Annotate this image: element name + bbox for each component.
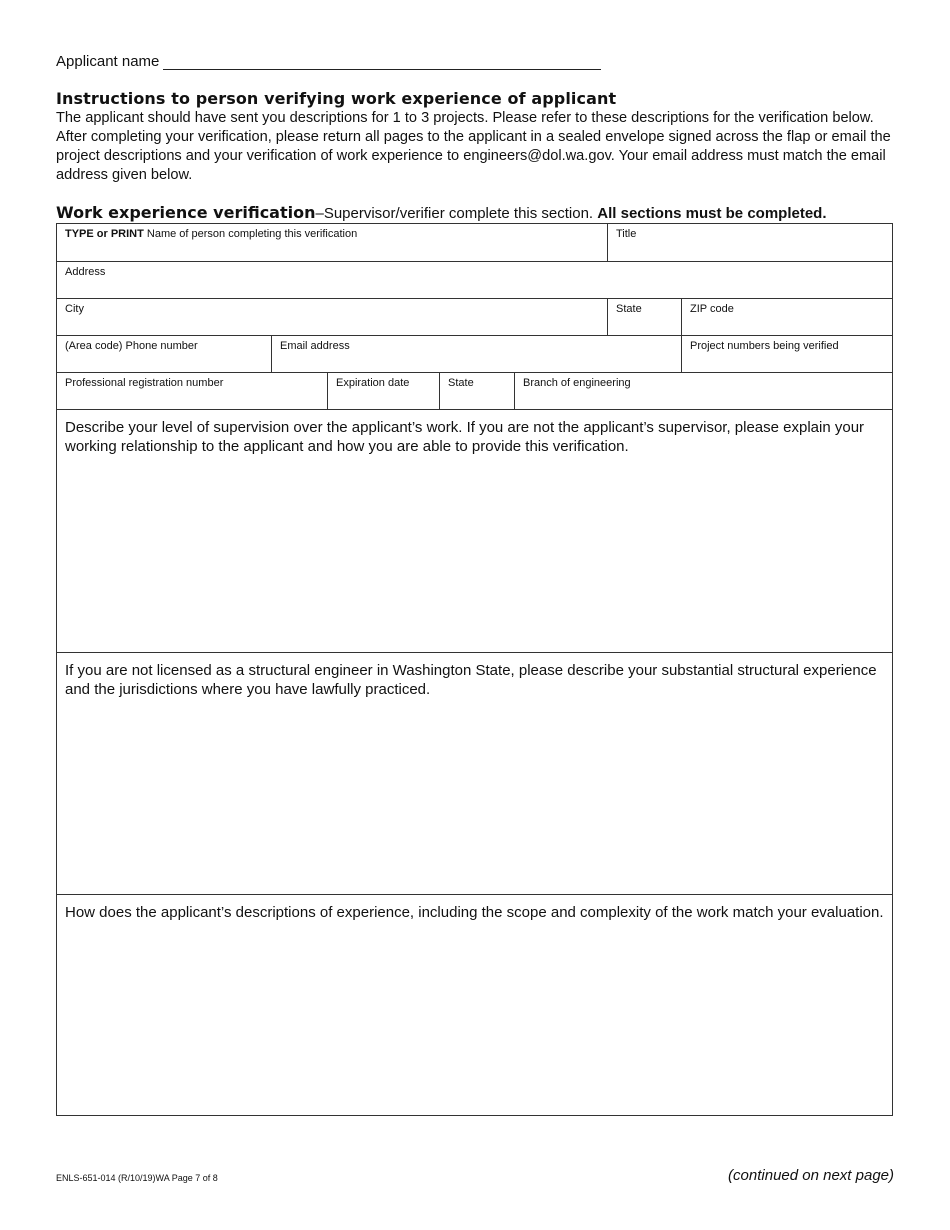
email-label: Email address: [280, 340, 350, 352]
form-row-address: [57, 262, 892, 299]
state-field[interactable]: [607, 299, 681, 335]
city-field[interactable]: [57, 299, 607, 335]
expiration-date-field[interactable]: [327, 373, 439, 409]
instructions-heading: Instructions to person verifying work experience of applicant: [56, 89, 617, 108]
city-label: City: [65, 303, 84, 315]
phone-label: (Area code) Phone number: [65, 340, 198, 352]
registration-state-field[interactable]: [439, 373, 514, 409]
expiration-label: Expiration date: [336, 377, 410, 389]
section-emphasis: All sections must be completed.: [597, 205, 827, 222]
address-field[interactable]: [57, 262, 892, 298]
registration-label: Professional registration number: [65, 377, 224, 389]
title-label: Title: [616, 228, 637, 240]
form-row-registration: [57, 373, 892, 410]
instructions-body: The applicant should have sent you descriptions for 1 to 3 projects. Please refer to these descriptions for the verification below. After completing your verification, please return all pages to the applicant in a sealed envelope signed across the flap or email the project descriptions and your verification of work experience to engineers@dol.wa.gov. Your email address must match the email address given below.: [56, 110, 891, 183]
form-row-name: [57, 224, 892, 262]
evaluation-match-box[interactable]: [57, 895, 892, 1115]
evaluation-question: How does the applicant’s descriptions of experience, including the scope and complexity of the work match your evaluation.: [65, 904, 884, 921]
project-numbers-label: Project numbers being verified: [690, 340, 839, 352]
zip-field[interactable]: [681, 299, 892, 335]
verifier-name-label: Name of person completing this verification: [146, 228, 358, 240]
email-field[interactable]: [271, 336, 681, 372]
applicant-name-label: Applicant name: [56, 53, 160, 70]
applicant-name-row: [56, 53, 616, 70]
registration-state-label: State: [448, 377, 474, 389]
section-subtitle: –Supervisor/verifier complete this section.: [315, 205, 594, 222]
project-numbers-field[interactable]: [681, 336, 892, 372]
branch-field[interactable]: [514, 373, 892, 409]
supervision-description-box[interactable]: [57, 410, 892, 653]
applicant-name-field[interactable]: [163, 55, 601, 70]
title-field[interactable]: [607, 224, 892, 261]
phone-field[interactable]: [57, 336, 271, 372]
zip-label: ZIP code: [690, 303, 734, 315]
structural-question: If you are not licensed as a structural engineer in Washington State, please describe your substantial structural experience and the jurisdictions where you have lawfully practiced.: [65, 662, 877, 698]
section-title: Work experience verification: [56, 203, 316, 222]
state-label: State: [616, 303, 642, 315]
form-id: ENLS-651-014 (R/10/19)WA Page 7 of 8: [56, 1173, 218, 1183]
structural-experience-box[interactable]: [57, 653, 892, 895]
form-row-contact: [57, 336, 892, 373]
verification-form: [56, 223, 893, 1116]
form-row-city: [57, 299, 892, 336]
verifier-name-field[interactable]: [57, 224, 607, 261]
type-or-print-label: TYPE or PRINT: [65, 228, 144, 240]
address-label: Address: [65, 266, 106, 278]
registration-number-field[interactable]: [57, 373, 327, 409]
branch-label: Branch of engineering: [523, 377, 631, 389]
continued-note: (continued on next page): [728, 1167, 894, 1184]
section-heading: [56, 203, 896, 222]
supervision-question: Describe your level of supervision over the applicant’s work. If you are not the applicant’s supervisor, please explain your working relationship to the applicant and how you are able to provide this verification.: [65, 419, 865, 455]
